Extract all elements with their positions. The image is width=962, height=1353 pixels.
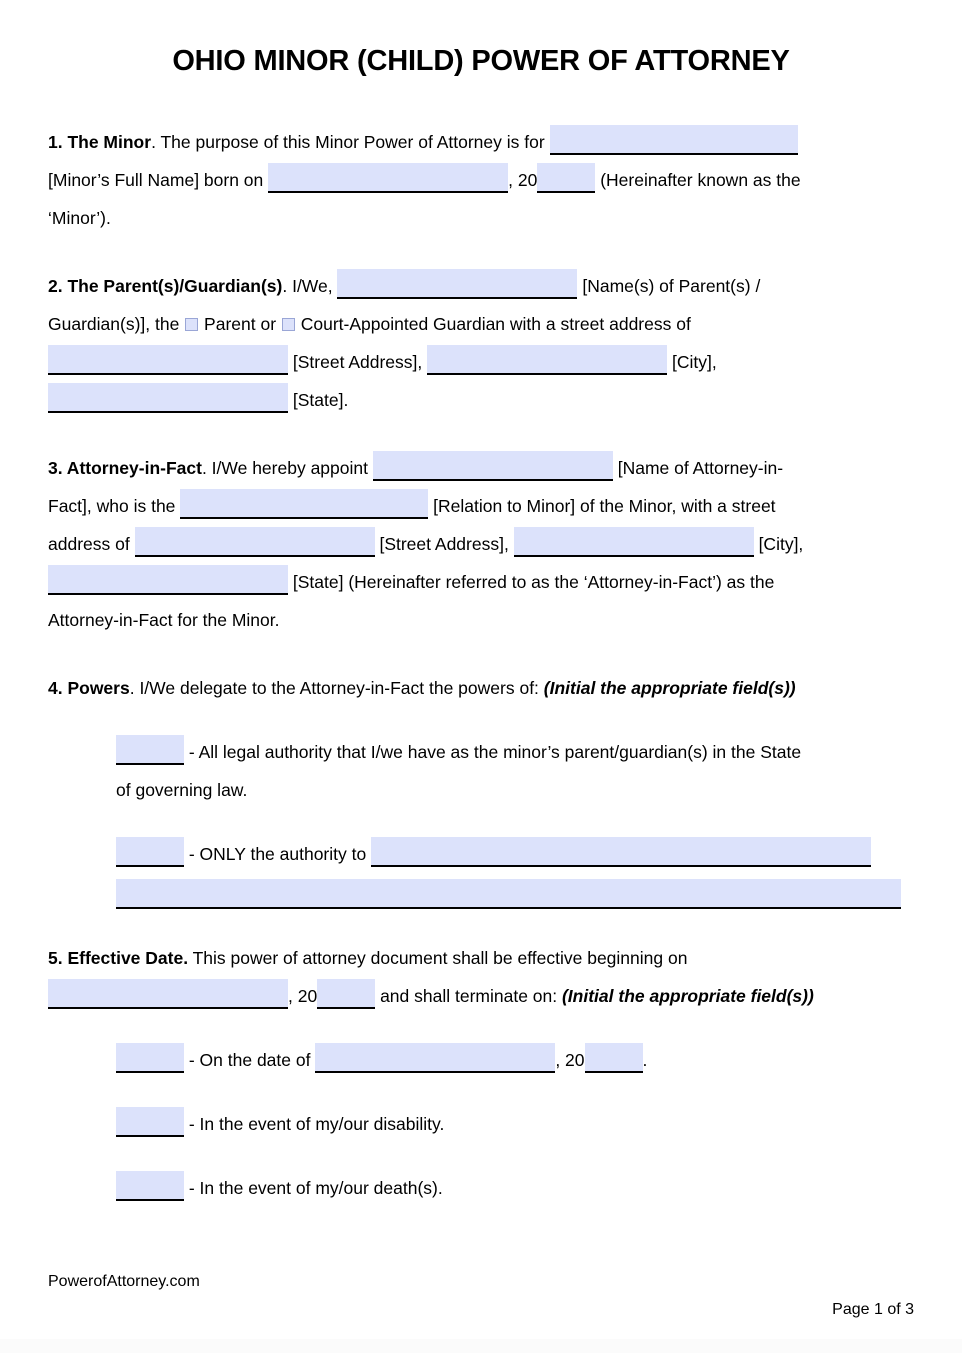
section-5-opt-disability-text: - In the event of my/our disability. xyxy=(184,1113,445,1134)
section-5-text-3: and shall terminate on: xyxy=(375,985,562,1006)
powers-only-authority-initial-field[interactable] xyxy=(116,837,184,867)
parent-state-field[interactable] xyxy=(48,383,288,413)
terminate-death-initial-field[interactable] xyxy=(116,1171,184,1201)
footer-inner xyxy=(48,1273,914,1323)
attorney-city-field[interactable] xyxy=(514,527,754,557)
section-5-text-1: This power of attorney document shall be effective beginning on xyxy=(188,947,688,968)
section-5-opt-date-text-c: . xyxy=(642,1049,648,1070)
section-3-text-3: Fact], who is the xyxy=(48,495,181,516)
document-body xyxy=(0,123,962,1207)
page-bottom-edge xyxy=(0,1339,962,1353)
section-5-text-2: , 20 xyxy=(288,985,318,1006)
section-3-text-9: Attorney-in-Fact for the Minor. xyxy=(48,609,280,630)
section-3-text-5: address of xyxy=(48,533,135,554)
section-4-option-all-text-a: - All legal authority that I/we have as the minor’s parent/guardian(s) in the State xyxy=(184,741,802,762)
attorney-state-field[interactable] xyxy=(48,565,288,595)
powers-only-authority-text-field-line-1[interactable] xyxy=(371,837,871,867)
terminate-year-field[interactable] xyxy=(585,1043,643,1073)
section-5-option-on-date xyxy=(48,1041,914,1079)
section-3-text-7: [City], xyxy=(758,533,804,554)
section-4-text-1: . I/We delegate to the Attorney-in-Fact the powers of: xyxy=(129,677,544,698)
parent-street-address-field[interactable] xyxy=(48,345,288,375)
section-5-opt-date-text-a: - On the date of xyxy=(184,1049,316,1070)
section-3-text-1: . I/We hereby appoint xyxy=(201,457,373,478)
section-3-text-4: [Relation to Minor] of the Minor, with a street xyxy=(433,495,776,516)
section-1-text-1: . The purpose of this Minor Power of Attorney is for xyxy=(151,131,550,152)
section-2-text-5: [City], xyxy=(671,351,717,372)
terminate-on-date-initial-field[interactable] xyxy=(116,1043,184,1073)
section-2-guardian-label: Court-Appointed Guardian with a street address of xyxy=(295,313,691,334)
minor-birthyear-field[interactable] xyxy=(537,163,595,193)
attorney-name-field[interactable] xyxy=(373,451,613,481)
section-2-text-4: [Street Address], xyxy=(292,351,428,372)
effective-year-field[interactable] xyxy=(317,979,375,1009)
attorney-street-address-field[interactable] xyxy=(135,527,375,557)
section-3-text-2: [Name of Attorney-in- xyxy=(617,457,784,478)
section-1-text-5: ‘Minor’). xyxy=(48,207,111,228)
section-4-initial-note: (Initial the appropriate field(s)) xyxy=(543,677,796,698)
section-2-parent-label: Parent or xyxy=(199,313,281,334)
section-3-text-6: [Street Address], xyxy=(379,533,514,554)
minor-purpose-field[interactable] xyxy=(550,125,798,155)
document-page xyxy=(0,19,962,1353)
minor-birthdate-field[interactable] xyxy=(268,163,508,193)
terminate-disability-initial-field[interactable] xyxy=(116,1107,184,1137)
section-5-effective-date xyxy=(48,939,914,1015)
effective-date-field[interactable] xyxy=(48,979,288,1009)
section-1-heading: 1. The Minor xyxy=(48,131,152,152)
section-2-text-6: [State]. xyxy=(292,389,349,410)
section-4-powers xyxy=(48,669,914,707)
section-1-the-minor xyxy=(48,123,914,237)
page-title: OHIO MINOR (CHILD) POWER OF ATTORNEY xyxy=(172,45,790,78)
section-1-text-2: [Minor’s Full Name] born on xyxy=(48,169,269,190)
section-3-heading: 3. Attorney-in-Fact xyxy=(48,457,202,478)
section-5-opt-date-text-b: , 20 xyxy=(555,1049,585,1070)
checkbox-court-appointed-guardian-icon[interactable] xyxy=(282,318,295,331)
section-2-text-3: Guardian(s)], the xyxy=(48,313,185,334)
attorney-relation-field[interactable] xyxy=(180,489,428,519)
section-4-option-only-text: - ONLY the authority to xyxy=(184,843,372,864)
section-4-option-only-authority xyxy=(48,835,914,909)
section-4-option-all-text-b: of governing law. xyxy=(116,779,248,800)
parent-name-field[interactable] xyxy=(337,269,577,299)
footer-site-name: PowerofAttorney.com xyxy=(48,1273,200,1291)
page-footer xyxy=(48,1273,914,1323)
terminate-date-field[interactable] xyxy=(315,1043,555,1073)
section-4-option-all-authority xyxy=(48,733,914,809)
section-2-parents-guardians xyxy=(48,267,914,419)
section-2-text-1: . I/We, xyxy=(282,275,338,296)
section-5-option-disability xyxy=(48,1105,914,1143)
section-5-option-death xyxy=(48,1169,914,1207)
section-1-text-3: , 20 xyxy=(508,169,538,190)
footer-page-number: Page 1 of 3 xyxy=(832,1301,914,1319)
parent-city-field[interactable] xyxy=(427,345,667,375)
powers-only-authority-text-field-line-2[interactable] xyxy=(116,879,901,909)
section-3-text-8: [State] (Hereinafter referred to as the ‘Attorney-in-Fact’) as the xyxy=(292,571,775,592)
checkbox-parent-icon[interactable] xyxy=(185,318,198,331)
section-4-heading: 4. Powers xyxy=(48,677,130,698)
section-5-initial-note: (Initial the appropriate field(s)) xyxy=(561,985,814,1006)
section-2-text-2: [Name(s) of Parent(s) / xyxy=(582,275,761,296)
section-5-opt-death-text: - In the event of my/our death(s). xyxy=(184,1177,443,1198)
section-2-heading: 2. The Parent(s)/Guardian(s) xyxy=(48,275,283,296)
section-3-attorney-in-fact xyxy=(48,449,914,639)
powers-all-authority-initial-field[interactable] xyxy=(116,735,184,765)
section-1-text-4: (Hereinafter known as the xyxy=(595,169,801,190)
section-5-heading: 5. Effective Date. xyxy=(48,947,189,968)
